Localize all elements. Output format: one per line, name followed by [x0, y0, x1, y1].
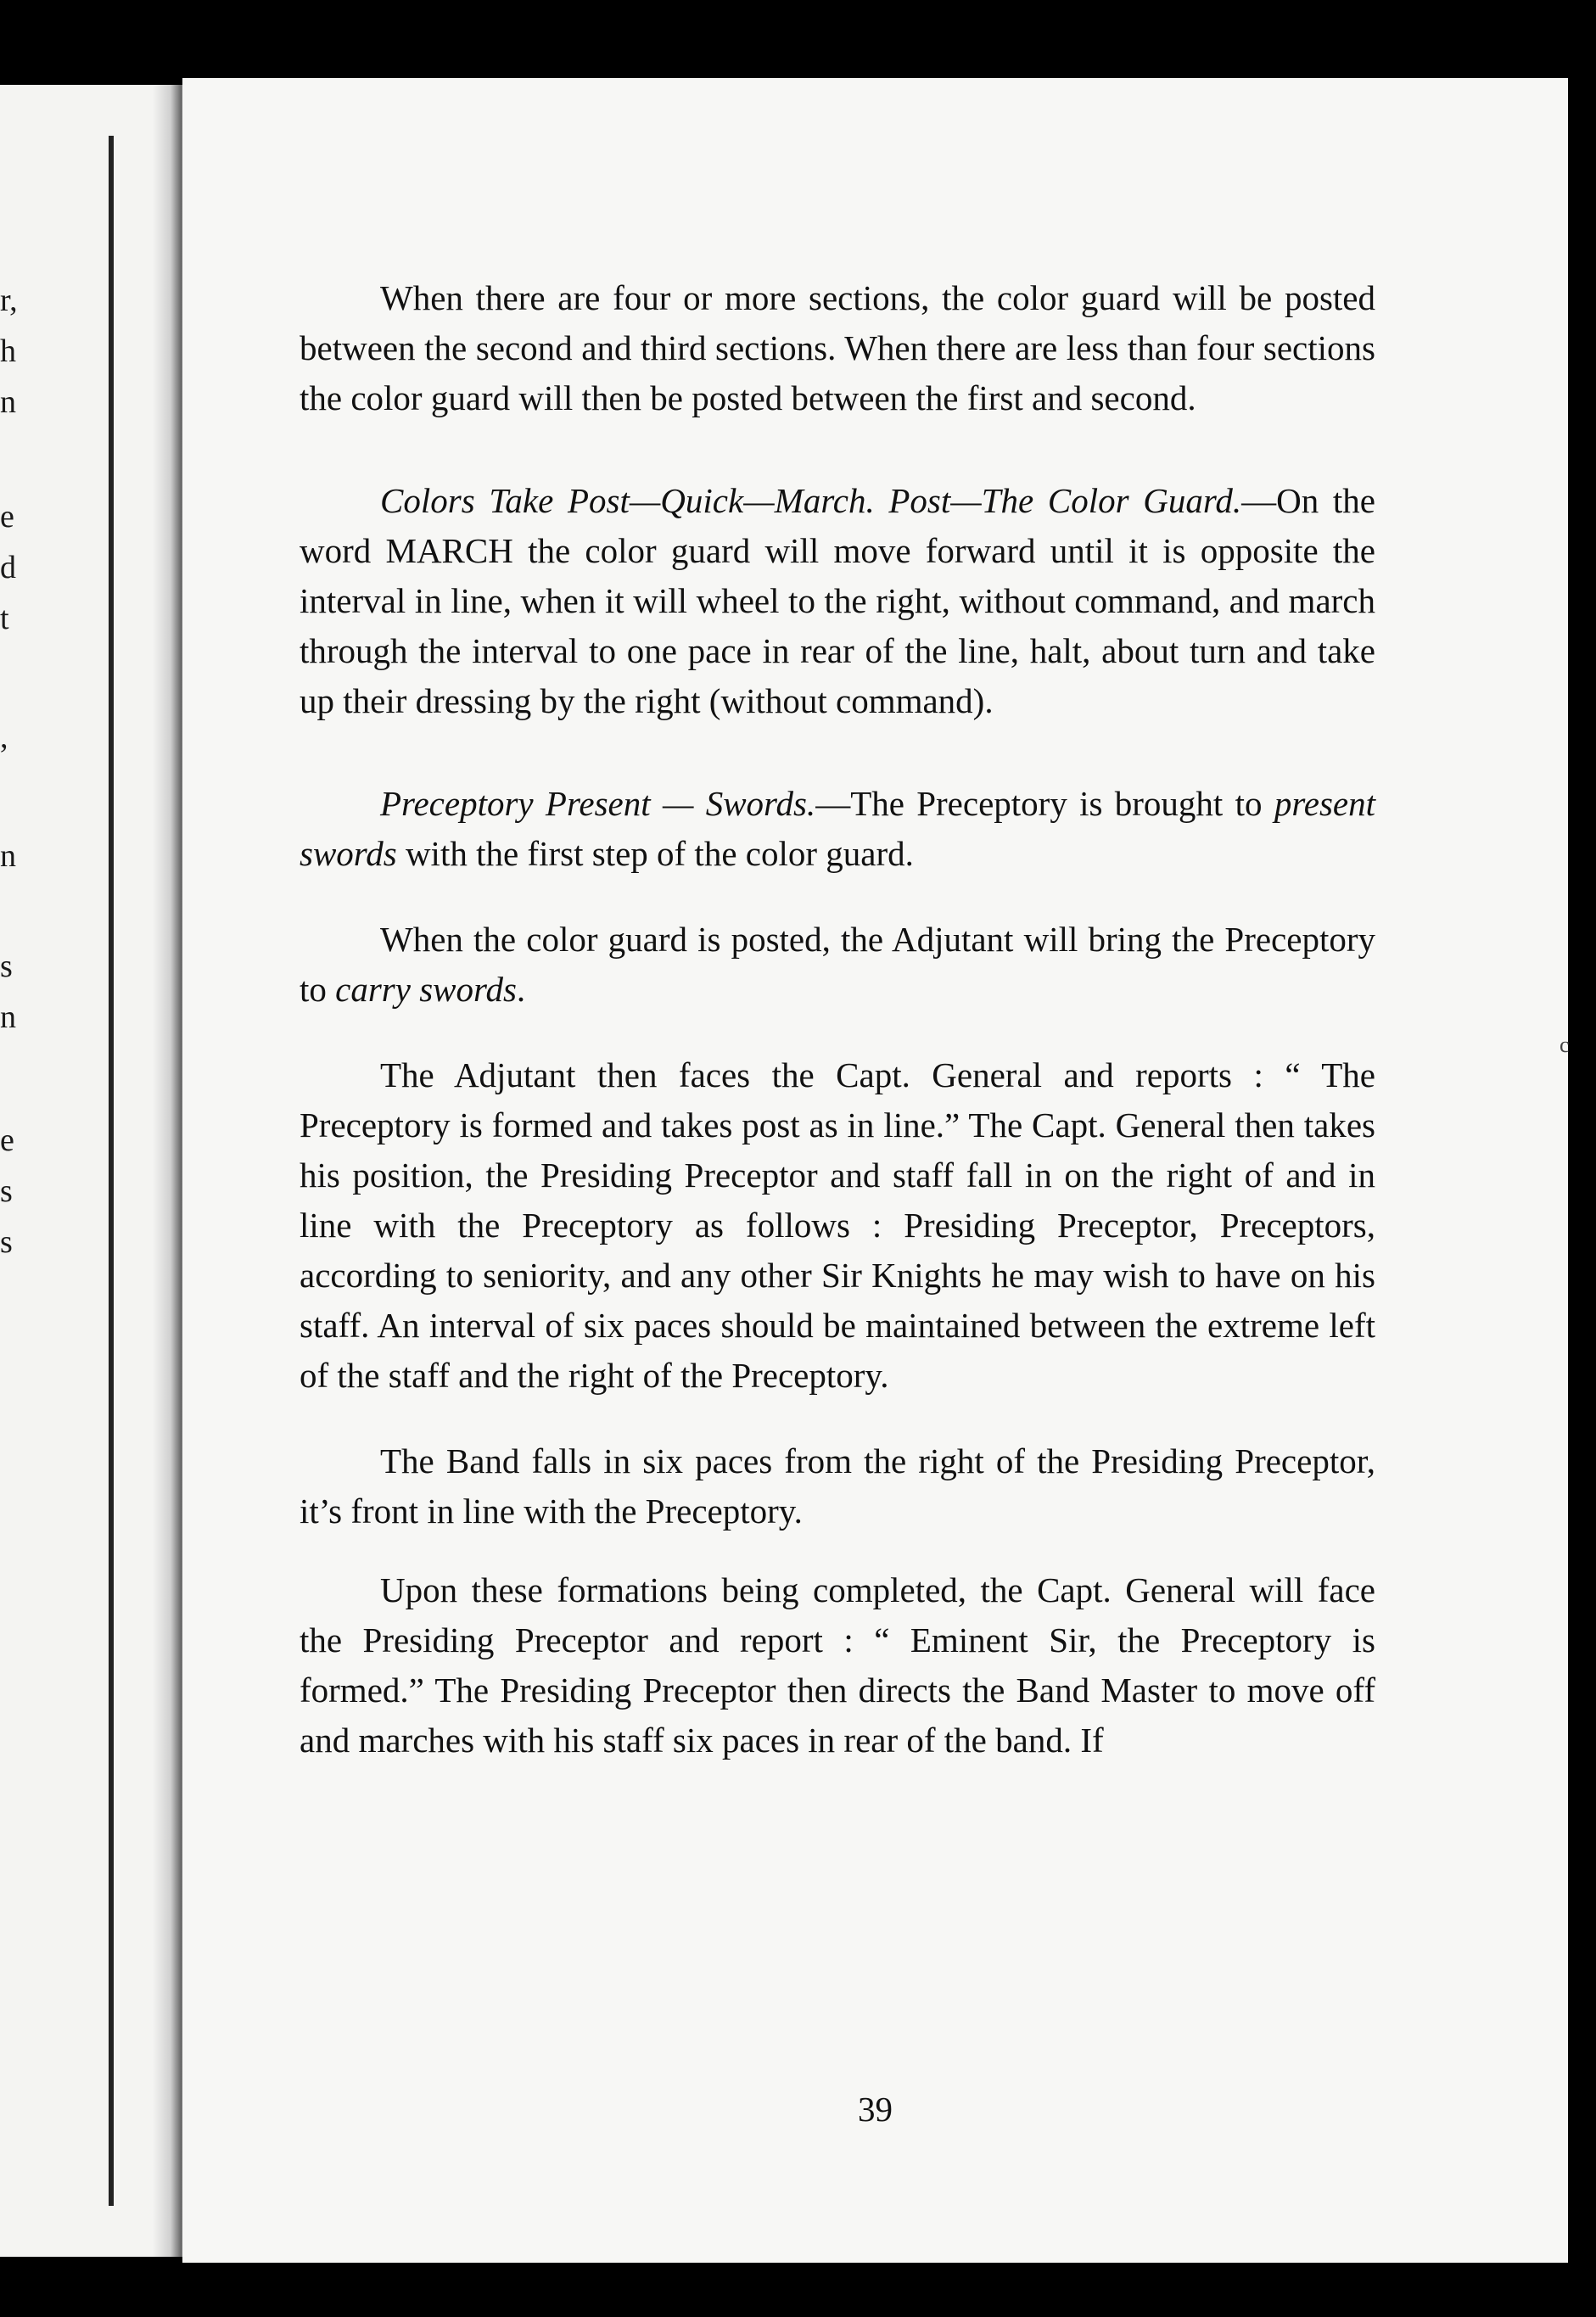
facing-fragment: s: [0, 1224, 13, 1260]
command-heading: Preceptory Present — Swords.: [380, 784, 816, 823]
paragraph-text: with the first step of the color guard.: [396, 834, 914, 873]
paragraph-formation-completed: [300, 1565, 1375, 1766]
paragraph-text: —The Preceptory is brought to: [815, 784, 1274, 823]
facing-fragment: n: [0, 838, 16, 874]
edge-mark: c: [1560, 1033, 1570, 1057]
paragraph-text: —On the word MARCH the color guard will move forward until it is opposite the interval in line, when it will wheel to the right, without command, and march through the interval to one pace in rear of the line, halt, about turn and take up their dressing by the right (without command).: [300, 481, 1375, 720]
command-heading: Colors Take Post—Quick—March. Post—The Color Guard.: [380, 481, 1242, 520]
paragraph-colors-take-post: [300, 476, 1375, 726]
paragraph-carry-swords: [300, 915, 1375, 1015]
paragraph-text: .: [516, 970, 526, 1009]
paragraph-text: The Band falls in six paces from the right of the Presiding Preceptor, it’s front in line with the Preceptory.: [300, 1441, 1375, 1531]
paragraph-color-guard-posting: [300, 273, 1375, 423]
facing-fragment: t: [0, 601, 9, 636]
emphasis-text: carry swords: [335, 970, 517, 1009]
facing-fragment: n: [0, 384, 16, 420]
emphasis-text: present swords: [300, 784, 1375, 873]
facing-page: [0, 85, 174, 2257]
facing-page-text-fragments: [0, 85, 174, 2257]
facing-fragment: d: [0, 550, 16, 585]
binding-edge: [109, 136, 114, 2206]
facing-fragment: s: [0, 1173, 13, 1209]
facing-fragment: s: [0, 949, 13, 984]
facing-fragment: ,: [0, 719, 8, 755]
paragraph-text: When there are four or more sections, the color guard will be posted between the second and third sections. When there are less than four sections the color guard will then be posted between the first and second.: [300, 278, 1375, 417]
facing-fragment: h: [0, 333, 16, 369]
paragraph-text: The Adjutant then faces the Capt. General and reports : “ The Preceptory is formed and takes post as in line.” The Capt. General then takes his position, the Presiding Preceptor and staff fall in on the right of and in line with the Preceptory as follows : Presiding Preceptor, Preceptors, according to seniority, and any other Sir Knights he may wish to have on his staff. An interval of six paces should be maintained between the extreme left of the staff and the right of the Preceptory.: [300, 1055, 1375, 1395]
paragraph-text: Upon these formations being completed, the Capt. General will face the Presiding Preceptor and report : “ Eminent Sir, the Preceptory is formed.” The Presiding Preceptor then directs the Band Master to move off and marches with his staff six paces in rear of the band. If: [300, 1570, 1375, 1760]
book-page: [182, 78, 1568, 2263]
page-number: 39: [858, 2090, 893, 2129]
facing-fragment: e: [0, 1122, 14, 1158]
paragraph-adjutant-reports: [300, 1050, 1375, 1401]
facing-fragment: e: [0, 499, 14, 534]
facing-fragment: r,: [0, 283, 18, 318]
paragraph-present-swords: [300, 779, 1375, 879]
paragraph-band-position: [300, 1436, 1375, 1536]
paragraph-text: When the color guard is posted, the Adjutant will bring the Preceptory to: [300, 920, 1375, 1009]
page-body: [300, 273, 1375, 1766]
facing-fragment: n: [0, 999, 16, 1035]
